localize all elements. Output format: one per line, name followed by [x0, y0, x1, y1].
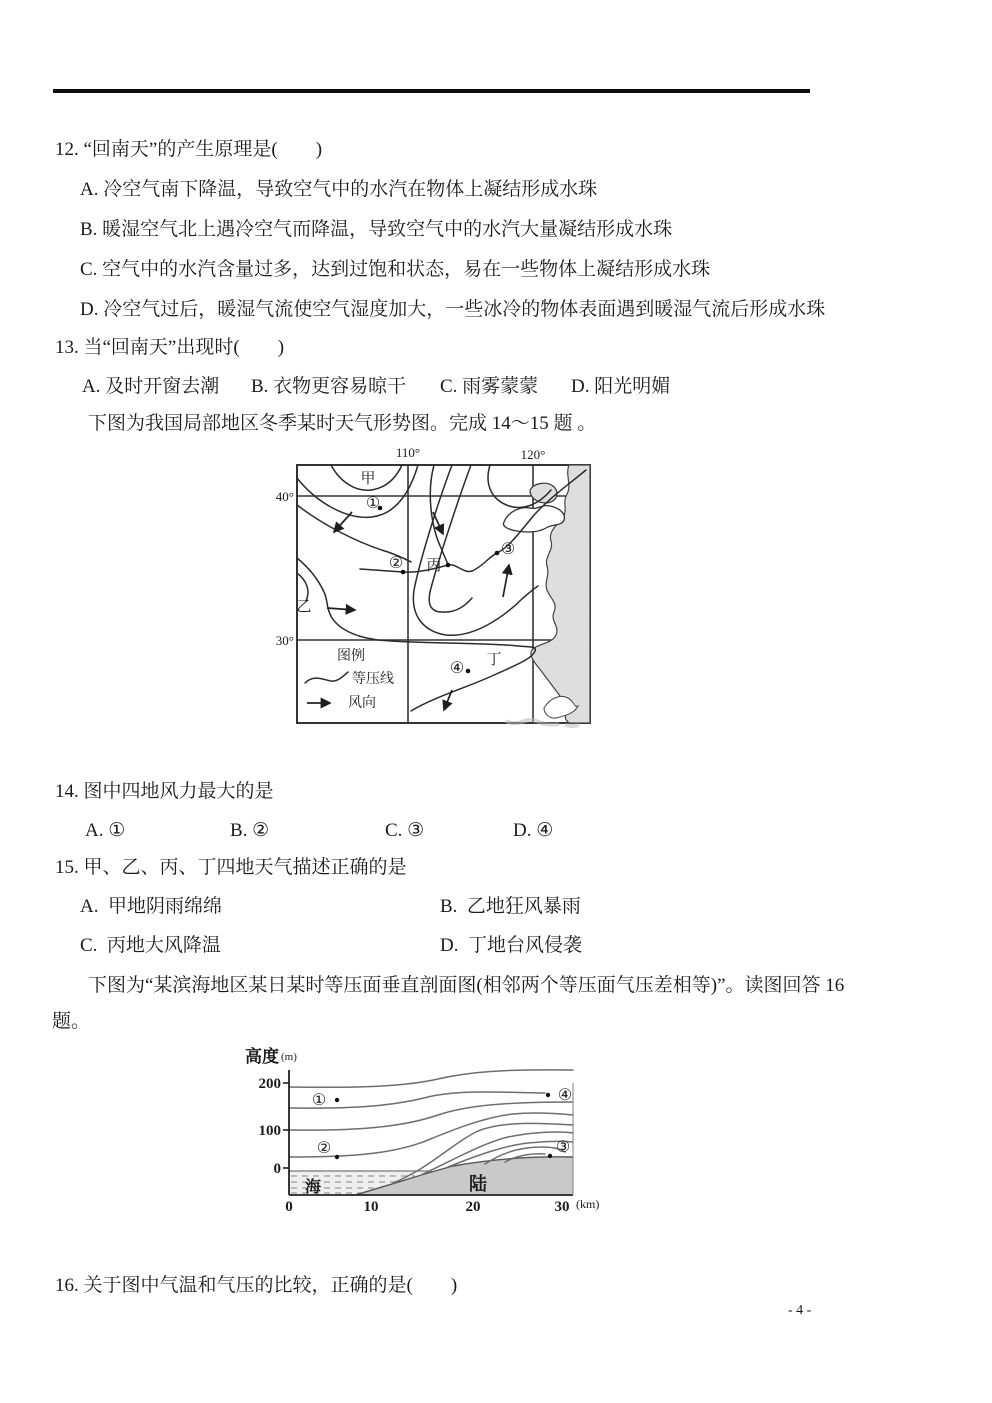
x-axis-unit: (km) — [576, 1197, 600, 1211]
lon-label-120: 120° — [520, 447, 546, 462]
cs-point-2-dot — [335, 1155, 339, 1159]
q13-stem: 13. 当“回南天”出现时( ) — [55, 337, 285, 358]
xtick-30: 30 — [554, 1199, 570, 1215]
cross-section-intro-line2: 题。 — [52, 1011, 91, 1032]
q12-option-c: C. 空气中的水汽含量过多，达到过饱和状态，易在一些物体上凝结形成水珠 — [80, 259, 711, 280]
cs-point-1-label: ① — [311, 1092, 327, 1109]
q15-stem: 15. 甲、乙、丙、丁四地天气描述正确的是 — [55, 857, 407, 878]
lon-label-110: 110° — [395, 445, 421, 460]
map-legend — [305, 648, 394, 711]
isobar-line — [297, 465, 418, 517]
ytick-200: 200 — [258, 1076, 281, 1092]
cs-point-1-dot — [335, 1098, 339, 1102]
isobaric-surface — [289, 1102, 573, 1130]
lat-label-40: 40° — [275, 489, 294, 504]
region-label-bing: 丙 — [426, 558, 442, 574]
land-label: 陆 — [469, 1174, 487, 1194]
sea-label: 海 — [305, 1179, 322, 1196]
isobaric-surface — [289, 1113, 573, 1157]
xtick-0: 0 — [285, 1199, 293, 1215]
map-intro-text: 下图为我国局部地区冬季某时天气形势图。完成 14～15 题 。 — [88, 413, 597, 434]
isobar-line — [429, 465, 472, 612]
lat-label-30: 30° — [275, 633, 294, 648]
cs-point-2-label: ② — [316, 1140, 332, 1157]
legend-wind-label: 风向 — [348, 696, 376, 711]
point-2-label: ② — [388, 555, 404, 572]
ytick-100: 100 — [258, 1123, 281, 1139]
isobar-line — [413, 465, 538, 635]
legend-title: 图例 — [337, 649, 365, 664]
q12-option-a: A. 冷空气南下降温，导致空气中的水汽在物体上凝结形成水珠 — [80, 179, 598, 200]
q12-option-d: D. 冷空气过后，暖湿气流使空气湿度加大，一些冰冷的物体表面遇到暖湿气流后形成水珠 — [80, 299, 826, 320]
xtick-20: 20 — [465, 1199, 481, 1215]
cross-section-intro-line1: 下图为“某滨海地区某日某时等压面垂直剖面图(相邻两个等压面气压差相等)”。读图回答 16 — [88, 975, 845, 996]
point-1-label: ① — [365, 495, 381, 512]
q15-option-c: C. 丙地大风降温 — [80, 935, 221, 956]
cs-point-3-dot — [548, 1154, 552, 1158]
q15-option-d: D. 丁地台风侵袭 — [440, 935, 582, 956]
isobar-line — [297, 505, 411, 562]
bay-gray-patch — [530, 483, 557, 503]
cs-point-3-label: ③ — [555, 1139, 571, 1156]
wind-arrow — [334, 512, 352, 532]
isobaric-surface — [289, 1092, 545, 1108]
q14-stem: 14. 图中四地风力最大的是 — [55, 781, 274, 802]
ytick-0: 0 — [273, 1161, 281, 1177]
region-label-ding: 丁 — [486, 652, 502, 668]
region-label-jia: 甲 — [360, 471, 376, 487]
point-4-label: ④ — [449, 660, 465, 677]
q13-option-a: A. 及时开窗去潮 — [82, 376, 220, 397]
cs-point-4-label: ④ — [557, 1087, 573, 1104]
cross-section-figure — [243, 1043, 623, 1228]
q13-option-c: C. 雨雾蒙蒙 — [440, 376, 539, 397]
isobaric-surface — [289, 1070, 573, 1088]
q15-option-a: A. 甲地阴雨绵绵 — [80, 896, 222, 917]
y-axis-title: 高度 — [245, 1047, 279, 1066]
region-label-yi: 乙 — [296, 599, 312, 615]
xtick-10: 10 — [363, 1199, 379, 1215]
station-dots — [378, 506, 500, 674]
weather-map-figure — [268, 440, 600, 730]
page-number: - 4 - — [788, 1303, 812, 1318]
legend-isobar-symbol — [305, 672, 348, 683]
q14-option-a: A. ① — [85, 820, 126, 841]
q14-option-d: D. ④ — [513, 820, 554, 841]
q14-option-c: C. ③ — [385, 820, 425, 841]
cs-point-4-dot — [546, 1093, 550, 1097]
wind-arrow — [503, 565, 509, 597]
q15-option-b: B. 乙地狂风暴雨 — [440, 896, 581, 917]
q13-option-d: D. 阳光明媚 — [571, 376, 671, 397]
region-bing-dot — [446, 563, 451, 568]
y-axis-unit: (m) — [281, 1051, 297, 1063]
point-4-dot — [466, 669, 471, 674]
q12-stem: 12. “回南天”的产生原理是( ) — [55, 139, 323, 160]
q14-option-b: B. ② — [230, 820, 270, 841]
isobar-line — [297, 573, 308, 601]
coastline-sea-area — [500, 465, 590, 723]
wind-arrow — [327, 608, 355, 610]
q16-stem: 16. 关于图中气温和气压的比较，正确的是( ) — [55, 1275, 458, 1296]
legend-isobar-label: 等压线 — [352, 672, 394, 687]
point-3-label: ③ — [500, 541, 516, 558]
top-rule — [53, 89, 810, 93]
q13-option-b: B. 衣物更容易晾干 — [251, 376, 407, 397]
q12-option-b: B. 暖湿空气北上遇冷空气而降温，导致空气中的水汽大量凝结形成水珠 — [80, 219, 673, 240]
point-3-dot — [495, 551, 500, 556]
isobar-line — [430, 465, 448, 565]
